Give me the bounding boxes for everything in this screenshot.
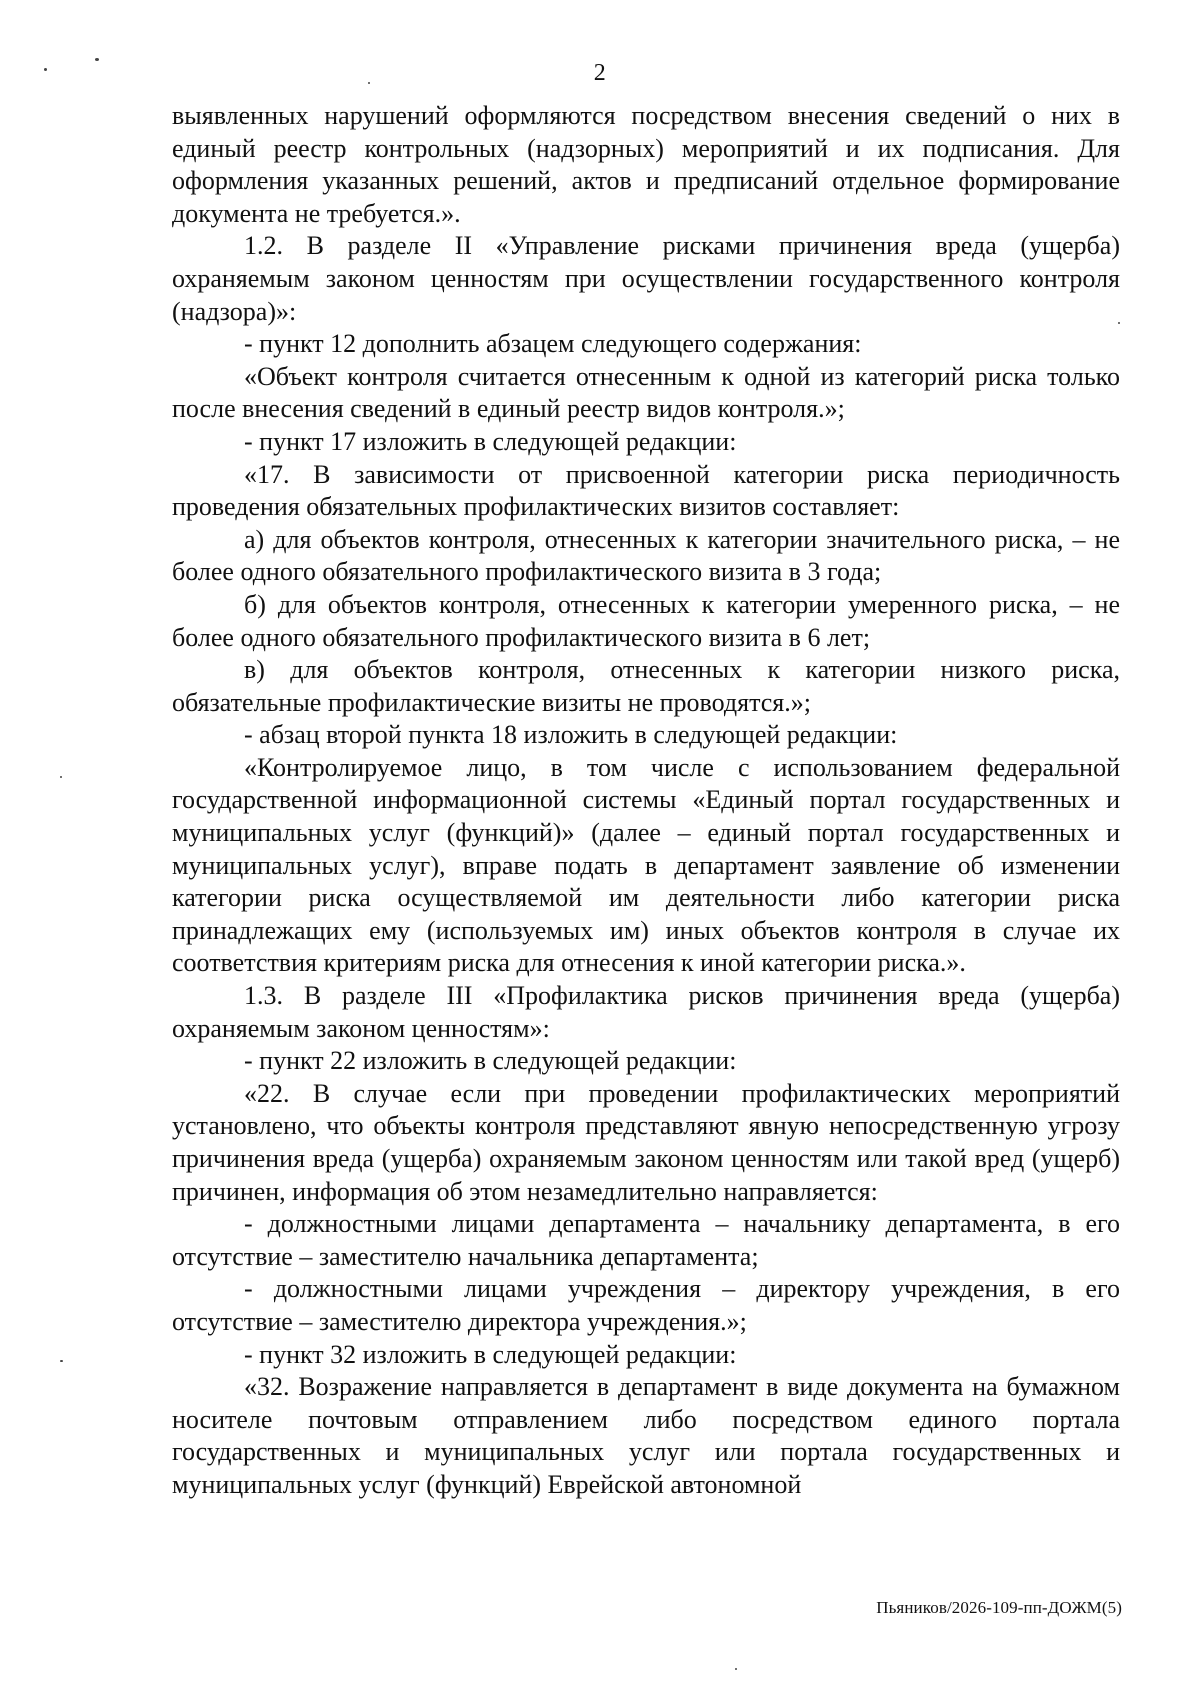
scan-speck	[735, 1668, 737, 1670]
paragraph: - должностными лицами учреждения – директору учреждения, в его отсутствие – заместителю директора учреждения.»;	[172, 1274, 1120, 1336]
paragraph: выявленных нарушений оформляются посредством внесения сведений о них в единый реестр контрольных (надзорных) мероприятий и их подписания. Для оформления указанных решений, актов и предписаний отдельное формирование документа не требуется.».	[172, 101, 1120, 228]
document-body	[172, 100, 1120, 1502]
scan-speck	[60, 776, 62, 778]
paragraph: «Объект контроля считается отнесенным к одной из категорий риска только после внесения сведений в единый реестр видов контроля.»;	[172, 361, 1120, 424]
page-number: 2	[593, 60, 607, 86]
scan-speck	[44, 68, 47, 71]
paragraph: б) для объектов контроля, отнесенных к категории умеренного риска, – не более одного обязательного профилактического визита в 6 лет;	[172, 589, 1120, 652]
scan-speck	[60, 1360, 63, 1362]
scan-speck	[1118, 322, 1120, 324]
paragraph: «17. В зависимости от присвоенной категории риска периодичность проведения обязательных профилактических визитов составляет:	[172, 459, 1120, 522]
paragraph: «Контролируемое лицо, в том числе с использованием федеральной государственной информационной системы «Единый портал государственных и муниципальных услуг (функций)» (далее – единый портал государственных и муниципальных услуг), вправе подать в департамент заявление об изменении категории риска осуществляемой им деятельности либо категории риска принадлежащих ему (используемых им) иных объектов контроля в случае их соответствия критериям риска для отнесения к иной категории риска.».	[172, 752, 1120, 978]
paragraph: - пункт 12 дополнить абзацем следующего содержания:	[244, 329, 862, 359]
paragraph: 1.2. В разделе II «Управление рисками причинения вреда (ущерба) охраняемым законом ценностям при осуществлении государственного контроля (надзора)»:	[172, 231, 1120, 326]
scan-speck	[95, 58, 99, 61]
paragraph: «22. В случае если при проведении профилактических мероприятий установлено, что объекты контроля представляют явную непосредственную угрозу причинения вреда (ущерба) охраняемым законом ценностям или такой вред (ущерб) причинен, информация об этом незамедлительно направляется:	[172, 1078, 1120, 1206]
paragraph: - должностными лицами департамента – начальнику департамента, в его отсутствие – заместителю начальника департамента;	[172, 1209, 1120, 1271]
paragraph: - пункт 32 изложить в следующей редакции:	[244, 1339, 737, 1369]
paragraph: 1.3. В разделе III «Профилактика рисков причинения вреда (ущерба) охраняемым законом ценностям»:	[172, 981, 1120, 1043]
paragraph: - пункт 17 изложить в следующей редакции:	[244, 426, 737, 456]
paragraph: а) для объектов контроля, отнесенных к категории значительного риска, – не более одного обязательного профилактического визита в 3 года;	[172, 524, 1120, 587]
document-reference-code: Пьяников/2026-109-пп-ДОЖМ(5)	[876, 1598, 1122, 1617]
paragraph: в) для объектов контроля, отнесенных к категории низкого риска, обязательные профилактические визиты не проводятся.»;	[172, 655, 1120, 717]
paragraph: - пункт 22 изложить в следующей редакции:	[244, 1046, 737, 1076]
paragraph: - абзац второй пункта 18 изложить в следующей редакции:	[244, 720, 898, 750]
scan-speck	[368, 82, 370, 84]
paragraph: «32. Возражение направляется в департамент в виде документа на бумажном носителе почтовым отправлением либо посредством единого портала государственных и муниципальных услуг или портала государственных и муниципальных услуг (функций) Еврейской автономной	[172, 1372, 1120, 1499]
